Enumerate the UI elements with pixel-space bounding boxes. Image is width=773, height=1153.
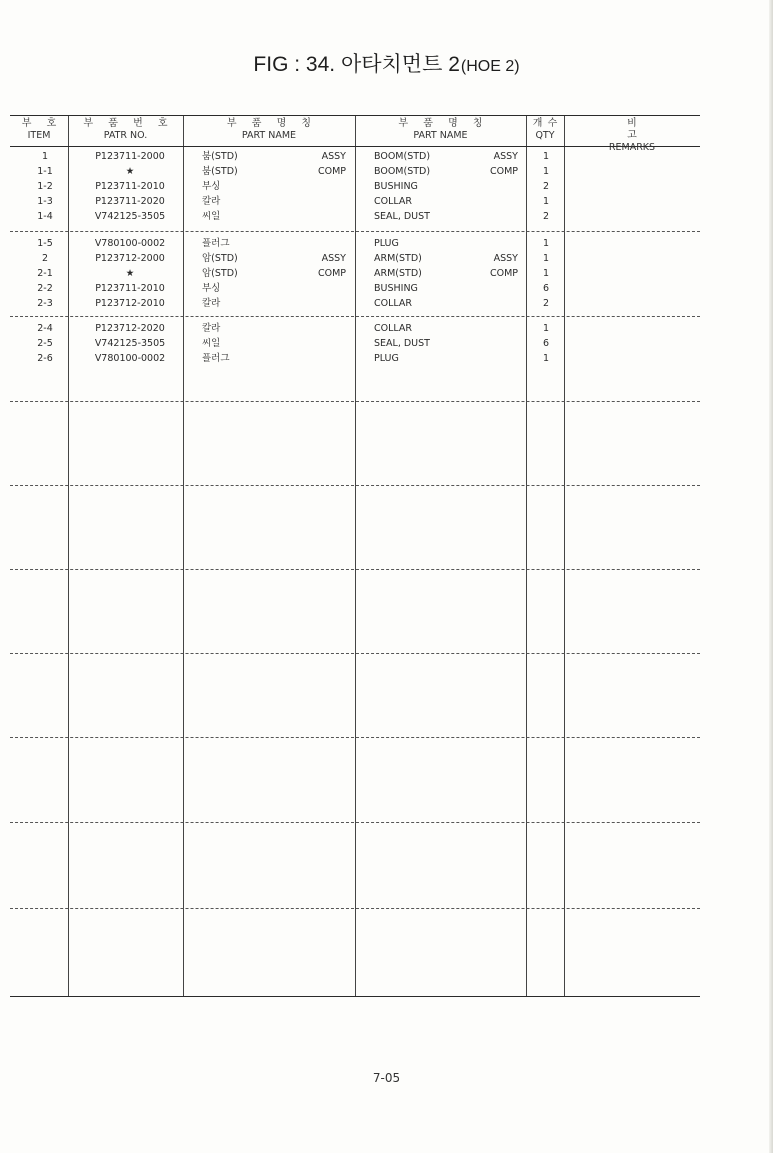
cell-name-ko: 부싱 <box>202 283 221 294</box>
cell-partno: P123711-2020 <box>95 196 165 207</box>
table-row <box>10 266 700 281</box>
cell-qty: 1 <box>542 166 550 177</box>
cell-qty: 1 <box>542 253 550 264</box>
cell-type-en: COMP <box>489 268 518 279</box>
group-divider <box>10 485 700 486</box>
group-divider <box>10 822 700 823</box>
cell-item: 1-1 <box>37 166 53 177</box>
cell-type-ko: ASSY <box>321 151 346 162</box>
cell-qty: 1 <box>542 151 550 162</box>
header-item-en: ITEM <box>27 130 51 141</box>
cell-partno: V780100-0002 <box>94 353 166 364</box>
cell-name-en: COLLAR <box>374 298 413 309</box>
cell-name-en: BUSHING <box>374 181 418 192</box>
cell-qty: 1 <box>542 268 550 279</box>
cell-name-en: BOOM(STD) <box>374 151 431 162</box>
cell-item: 2-3 <box>37 298 53 309</box>
cell-item: 2-1 <box>37 268 53 279</box>
cell-name-ko: 부싱 <box>202 181 221 192</box>
cell-name-ko: 칼라 <box>202 196 221 207</box>
header-remarks-en: REMARKS <box>608 142 656 153</box>
table-row <box>10 251 700 266</box>
cell-qty: 2 <box>542 298 550 309</box>
cell-type-ko: COMP <box>317 268 346 279</box>
cell-name-ko: 칼라 <box>202 298 221 309</box>
cell-qty: 1 <box>542 196 550 207</box>
cell-item: 1-2 <box>37 181 53 192</box>
cell-item: 1-4 <box>37 211 53 222</box>
cell-qty: 1 <box>542 238 550 249</box>
cell-partno: ★ <box>125 268 135 279</box>
cell-name-ko: 암(STD) <box>202 253 238 264</box>
header-qty-ko: 개 수 <box>532 118 559 129</box>
cell-type-en: ASSY <box>493 151 518 162</box>
cell-type-en: COMP <box>489 166 518 177</box>
cell-name-ko: 씨일 <box>202 211 221 222</box>
cell-name-en: PLUG <box>374 238 399 249</box>
cell-partno: P123712-2020 <box>95 323 165 334</box>
group-divider <box>10 401 700 402</box>
table-row <box>10 296 700 311</box>
cell-partno: V742125-3505 <box>94 338 166 349</box>
cell-name-en: ARM(STD) <box>374 253 422 264</box>
cell-name-ko: 붐(STD) <box>202 151 238 162</box>
cell-partno: P123711-2010 <box>95 283 165 294</box>
table-row <box>10 236 700 251</box>
cell-partno: ★ <box>125 166 135 177</box>
cell-partno: P123712-2010 <box>95 298 165 309</box>
group-divider <box>10 908 700 909</box>
cell-partno: P123711-2000 <box>95 151 165 162</box>
cell-name-en: SEAL, DUST <box>374 338 430 349</box>
cell-item: 1 <box>41 151 49 162</box>
header-partno-ko: 부 품 번 호 <box>83 118 174 129</box>
cell-qty: 6 <box>542 338 550 349</box>
header-item <box>10 118 68 142</box>
table-row <box>10 149 700 164</box>
cell-partno: P123711-2010 <box>95 181 165 192</box>
cell-qty: 6 <box>542 283 550 294</box>
cell-item: 2-2 <box>37 283 53 294</box>
header-name-ko-ko: 부 품 명 칭 <box>226 118 318 129</box>
table-row <box>10 336 700 351</box>
figure-title <box>0 48 773 78</box>
cell-name-en: COLLAR <box>374 323 413 334</box>
page-number: 7-05 <box>372 1071 401 1085</box>
cell-name-ko: 플러그 <box>202 238 230 249</box>
group-divider <box>10 653 700 654</box>
header-item-ko: 부 호 <box>21 118 63 129</box>
header-partno-en: PATR NO. <box>103 130 148 141</box>
cell-partno: V780100-0002 <box>94 238 166 249</box>
cell-item: 1-3 <box>37 196 53 207</box>
header-name-en <box>355 118 526 142</box>
cell-name-en: PLUG <box>374 353 399 364</box>
cell-name-en: ARM(STD) <box>374 268 422 279</box>
header-name-ko-en: PART NAME <box>241 130 297 141</box>
header-qty-en: QTY <box>535 130 555 141</box>
cell-qty: 2 <box>542 211 550 222</box>
header-name-en-en: PART NAME <box>413 130 468 141</box>
header-remarks-ko: 비 고 <box>627 118 667 141</box>
header-qty <box>526 118 564 142</box>
header-partno <box>68 118 183 142</box>
cell-name-ko: 붐(STD) <box>202 166 238 177</box>
cell-name-en: SEAL, DUST <box>374 211 430 222</box>
table-row <box>10 179 700 194</box>
cell-item: 1-5 <box>37 238 53 249</box>
cell-item: 2-5 <box>37 338 53 349</box>
cell-name-en: COLLAR <box>374 196 413 207</box>
figure-title-main: FIG : 34. 아타치먼트 2 <box>253 53 460 76</box>
cell-qty: 2 <box>542 181 550 192</box>
table-row <box>10 164 700 179</box>
header-divider <box>10 146 700 147</box>
cell-qty: 1 <box>542 353 550 364</box>
group-divider <box>10 737 700 738</box>
cell-name-ko: 플러그 <box>202 353 230 364</box>
cell-name-ko: 암(STD) <box>202 268 238 279</box>
table-row <box>10 194 700 209</box>
group-divider <box>10 231 700 232</box>
cell-partno: V742125-3505 <box>94 211 166 222</box>
parts-table <box>10 115 700 997</box>
header-name-en-ko: 부 품 명 칭 <box>398 118 489 129</box>
group-divider <box>10 316 700 317</box>
cell-partno: P123712-2000 <box>95 253 165 264</box>
table-row <box>10 321 700 336</box>
table-row <box>10 209 700 224</box>
cell-type-en: ASSY <box>493 253 518 264</box>
header-name-ko <box>183 118 355 142</box>
cell-type-ko: COMP <box>317 166 346 177</box>
group-divider <box>10 569 700 570</box>
cell-name-ko: 칼라 <box>202 323 221 334</box>
cell-item: 2-4 <box>37 323 53 334</box>
cell-name-ko: 씨일 <box>202 338 221 349</box>
page-edge-shadow <box>769 0 773 1153</box>
table-row <box>10 351 700 366</box>
cell-qty: 1 <box>542 323 550 334</box>
cell-item: 2 <box>41 253 49 264</box>
table-row <box>10 281 700 296</box>
cell-name-en: BOOM(STD) <box>374 166 431 177</box>
cell-type-ko: ASSY <box>321 253 346 264</box>
cell-name-en: BUSHING <box>374 283 418 294</box>
cell-item: 2-6 <box>37 353 53 364</box>
figure-title-sub: (HOE 2) <box>460 58 520 75</box>
